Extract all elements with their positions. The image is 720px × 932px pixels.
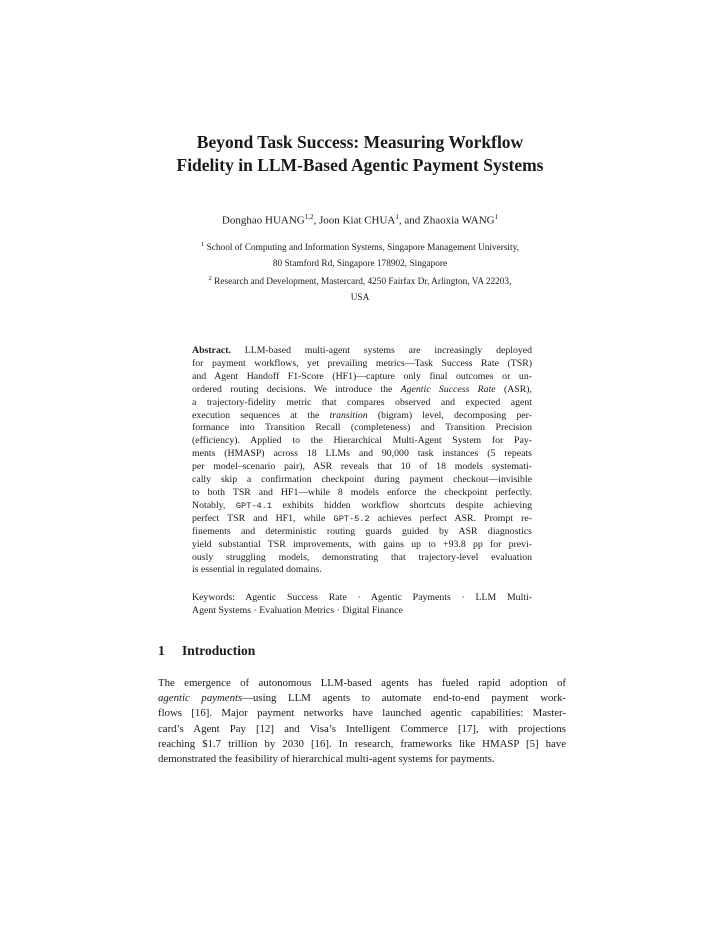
author-2: , Joon Kiat CHUA	[313, 214, 396, 227]
abstract-line: formance into Transition Recall (completeness) and Transition Precision	[192, 422, 532, 434]
abstract-line: yield substantial TSR improvements, with gains up to +93.8 pp for previ-	[192, 538, 532, 550]
abstract-line: and Agent Handoff F1-Score (HF1)—capture only final outcomes or un-	[192, 370, 532, 382]
abstract-line	[192, 500, 532, 513]
affiliation-1-text: School of Computing and Information Systems, Singapore Management University,	[204, 243, 519, 254]
paper-title	[100, 131, 620, 177]
abstract-line: cally skip a confirmation checkpoint during payment checkout—invisible	[192, 474, 532, 486]
title-line-1: Beyond Task Success: Measuring Workflow	[196, 132, 524, 152]
affiliation-2-line-1	[150, 271, 570, 291]
abstract-text: Notably,	[192, 499, 236, 511]
abstract-text: perfect TSR and HF1, while	[192, 512, 334, 524]
model-name-gpt41: GPT-4.1	[235, 500, 272, 511]
abstract-line: (efficiency). Applied to the Hierarchical Multi-Agent System for Pay-	[192, 435, 532, 447]
affiliation-1-line-2: 80 Stamford Rd, Singapore 178902, Singapore	[272, 258, 448, 269]
abstract-line: a trajectory-fidelity metric that compares observed and expected agent	[192, 396, 532, 408]
section-number: 1	[158, 643, 165, 658]
abstract	[192, 345, 532, 577]
affiliation-2-text: Research and Development, Mastercard, 4250 Fairfax Dr, Arlington, VA 22203,	[211, 277, 512, 288]
author-list	[100, 210, 620, 228]
affiliation-2	[150, 271, 570, 306]
author-3: , and Zhaoxia WANG	[398, 214, 495, 227]
keywords-heading: Keywords:	[192, 592, 235, 603]
abstract-text: (bigram) level, decomposing per-	[367, 409, 532, 421]
abstract-text: LLM-based multi-agent systems are increasingly deployed	[230, 345, 532, 356]
paragraph-line: demonstrated the feasibility of hierarchical multi-agent systems for payments.	[158, 753, 495, 766]
abstract-line	[192, 513, 532, 526]
section-title: Introduction	[182, 643, 256, 658]
paragraph-text: —using LLM agents to automate end-to-end payment work-	[242, 692, 566, 705]
keywords	[192, 592, 532, 618]
abstract-line	[192, 410, 532, 423]
model-name-gpt52: GPT-5.2	[333, 513, 370, 524]
abstract-text: achieves perfect ASR. Prompt re-	[369, 512, 532, 524]
affiliation-1-line-1	[150, 237, 570, 257]
keywords-line	[192, 592, 532, 605]
abstract-line: is essential in regulated domains.	[192, 564, 322, 576]
abstract-text: exhibits hidden workflow shortcuts despite achieving	[272, 499, 533, 511]
abstract-text: ordered routing decisions. We introduce the	[192, 383, 401, 395]
agentic-payments-term: agentic payments	[158, 692, 243, 705]
title-line-2: Fidelity in LLM-Based Agentic Payment Systems	[176, 155, 544, 175]
paragraph-line: flows [16]. Major payment networks have launched agentic capabilities: Master-	[158, 707, 566, 720]
abstract-line: per model–scenario pair), ASR reveals that 10 of 18 models systemati-	[192, 461, 532, 473]
abstract-line	[192, 384, 532, 397]
abstract-line: finements and deterministic routing guards guided by ASR diagnostics	[192, 525, 532, 537]
paragraph-line: reaching $1.7 trillion by 2030 [16]. In research, frameworks like HMASP [5] have	[158, 737, 566, 750]
intro-paragraph	[158, 676, 566, 767]
abstract-line: ously struggling models, demonstrating that trajectory-level evaluation	[192, 551, 532, 563]
abstract-line: ments (HMASP) across 18 LLMs and 90,000 task instances (5 repeats	[192, 448, 532, 460]
paragraph-line: The emergence of autonomous LLM-based agents has fueled rapid adoption of	[158, 677, 566, 689]
transition-term: transition	[329, 409, 368, 421]
abstract-heading: Abstract.	[192, 345, 231, 356]
affiliation-2-line-2: USA	[350, 292, 370, 303]
section-heading	[158, 642, 255, 659]
author-1-affil: 1,2	[304, 213, 314, 221]
abstract-line: to both TSR and HF1—while 8 models enforce the checkpoint perfectly.	[192, 486, 532, 498]
paragraph-line	[158, 691, 566, 706]
abstract-text: (ASR),	[495, 383, 532, 395]
abstract-line: for payment workflows, yet prevailing metrics—Task Success Rate (TSR)	[192, 357, 532, 369]
author-1: Donghao HUANG	[221, 214, 305, 227]
paragraph-line: card’s Agent Pay [12] and Visa’s Intelligent Commerce [17], with projections	[158, 722, 566, 735]
keywords-line: Agent Systems · Evaluation Metrics · Digital Finance	[192, 604, 403, 616]
asr-term: Agentic Success Rate	[400, 383, 496, 395]
keywords-text: Agentic Success Rate · Agentic Payments · LLM Multi-	[235, 592, 532, 603]
affiliation-1	[150, 237, 570, 272]
author-3-affil: 1	[494, 213, 499, 221]
abstract-text: execution sequences at the	[192, 409, 330, 421]
affiliation-1-mark: 1	[201, 241, 205, 248]
affiliation-2-mark: 2	[208, 275, 212, 282]
author-2-affil: 1	[395, 213, 399, 221]
abstract-line	[192, 345, 532, 358]
